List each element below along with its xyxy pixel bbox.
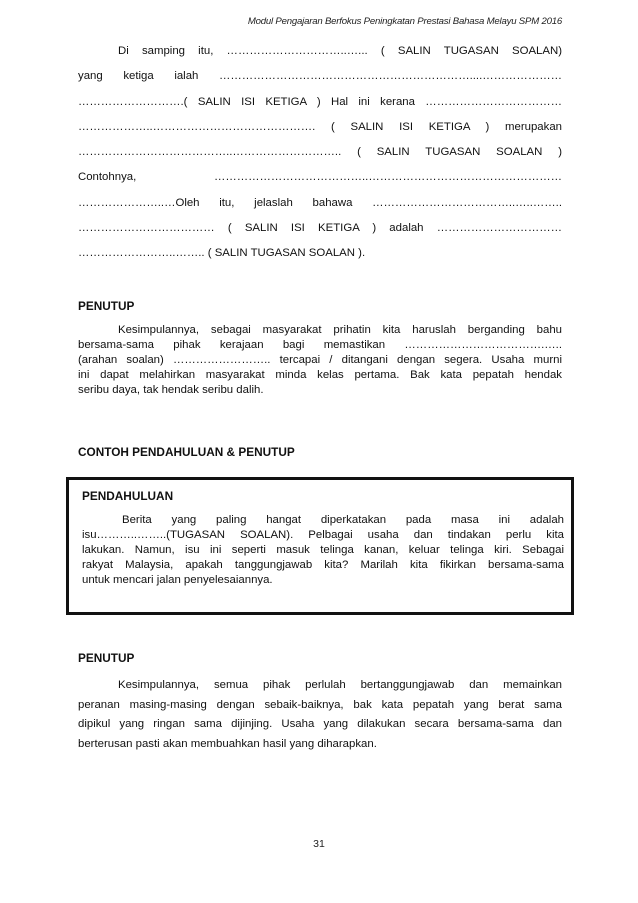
text-line: rakyat Malaysia, apakah tanggungjawab kita? Marilah kita fikirkan bersama-sama: [82, 559, 564, 571]
text-line: (arahan soalan) …………………….. tercapai / ditangani dengan segera. Usaha murni: [78, 354, 562, 366]
text-line: ……………………………… ( SALIN ISI KETIGA ) adalah ……………………………: [78, 222, 562, 235]
text-line: Kesimpulannya, sebagai masyarakat prihatin kita haruslah berganding bahu: [118, 324, 562, 336]
text-line: dipikul yang ringan sama dijinjing. Usaha yang dilakukan secara bersama-sama dan: [78, 718, 562, 731]
text-line: ……………………..…….. ( SALIN TUGASAN SOALAN ).: [78, 247, 366, 260]
text-line: ………………..……………………………………. ( SALIN ISI KETIGA ) merupakan: [78, 120, 562, 133]
text-line: berterusan pasti akan membuahkan hasil yang diharapkan.: [78, 738, 377, 751]
text-line: lakukan. Namun, isu ini seperti masuk telinga kanan, keluar telinga kiri. Sebagai: [82, 544, 564, 556]
text-line: isu………..……..(TUGASAN SOALAN). Pelbagai usaha dan tindakan perlu kita: [82, 529, 564, 541]
text-line: …………………………………..……………………….. ( SALIN TUGASAN SOALAN ): [78, 146, 562, 159]
text-line: …………………..…Oleh itu, jelaslah bahawa ………………………………..…..……..: [78, 196, 562, 209]
running-header: Modul Pengajaran Berfokus Peningkatan Prestasi Bahasa Melayu SPM 2016: [247, 16, 562, 27]
text-line: Berita yang paling hangat diperkatakan pada masa ini adalah: [122, 514, 564, 526]
section-heading: PENUTUP: [78, 299, 135, 313]
text-line: Kesimpulannya, semua pihak perlulah bertanggungjawab dan memainkan: [118, 679, 562, 691]
text-line: peranan masing-masing dengan sebaik-baiknya, bak kata pepatah yang berat sama: [78, 698, 562, 711]
text-line: ini dapat melahirkan masyarakat minda kelas pertama. Bak kata pepatah hendak: [78, 369, 562, 381]
section-heading: PENUTUP: [78, 651, 135, 665]
text-line: seribu daya, tak hendak seribu dalih.: [78, 384, 264, 396]
page-number: 31: [313, 838, 325, 850]
pendahuluan-example-box: [66, 477, 574, 615]
text-line: ……………………….( SALIN ISI KETIGA ) Hal ini kerana ………………………………: [78, 95, 562, 108]
text-line: Di samping itu, …………………………..…... ( SALIN TUGASAN SOALAN): [118, 45, 562, 57]
section-heading: PENDAHULUAN: [82, 489, 174, 503]
penutup-section: [78, 299, 562, 398]
text-line: untuk mencari jalan penyelesaiannya.: [82, 574, 273, 586]
text-line: Contohnya, …………………………………..……………………………………………: [78, 171, 562, 184]
body-section-isi-ketiga: [78, 44, 562, 272]
contoh-heading-block: [78, 445, 562, 459]
text-line: bersama-sama pihak kerajaan bagi memastikan ……………………………….…..: [78, 339, 562, 351]
section-heading: CONTOH PENDAHULUAN & PENUTUP: [78, 445, 295, 459]
penutup-example-section: [78, 651, 562, 755]
text-line: yang ketiga ialah …………………………………………………………....…………………: [78, 70, 562, 83]
